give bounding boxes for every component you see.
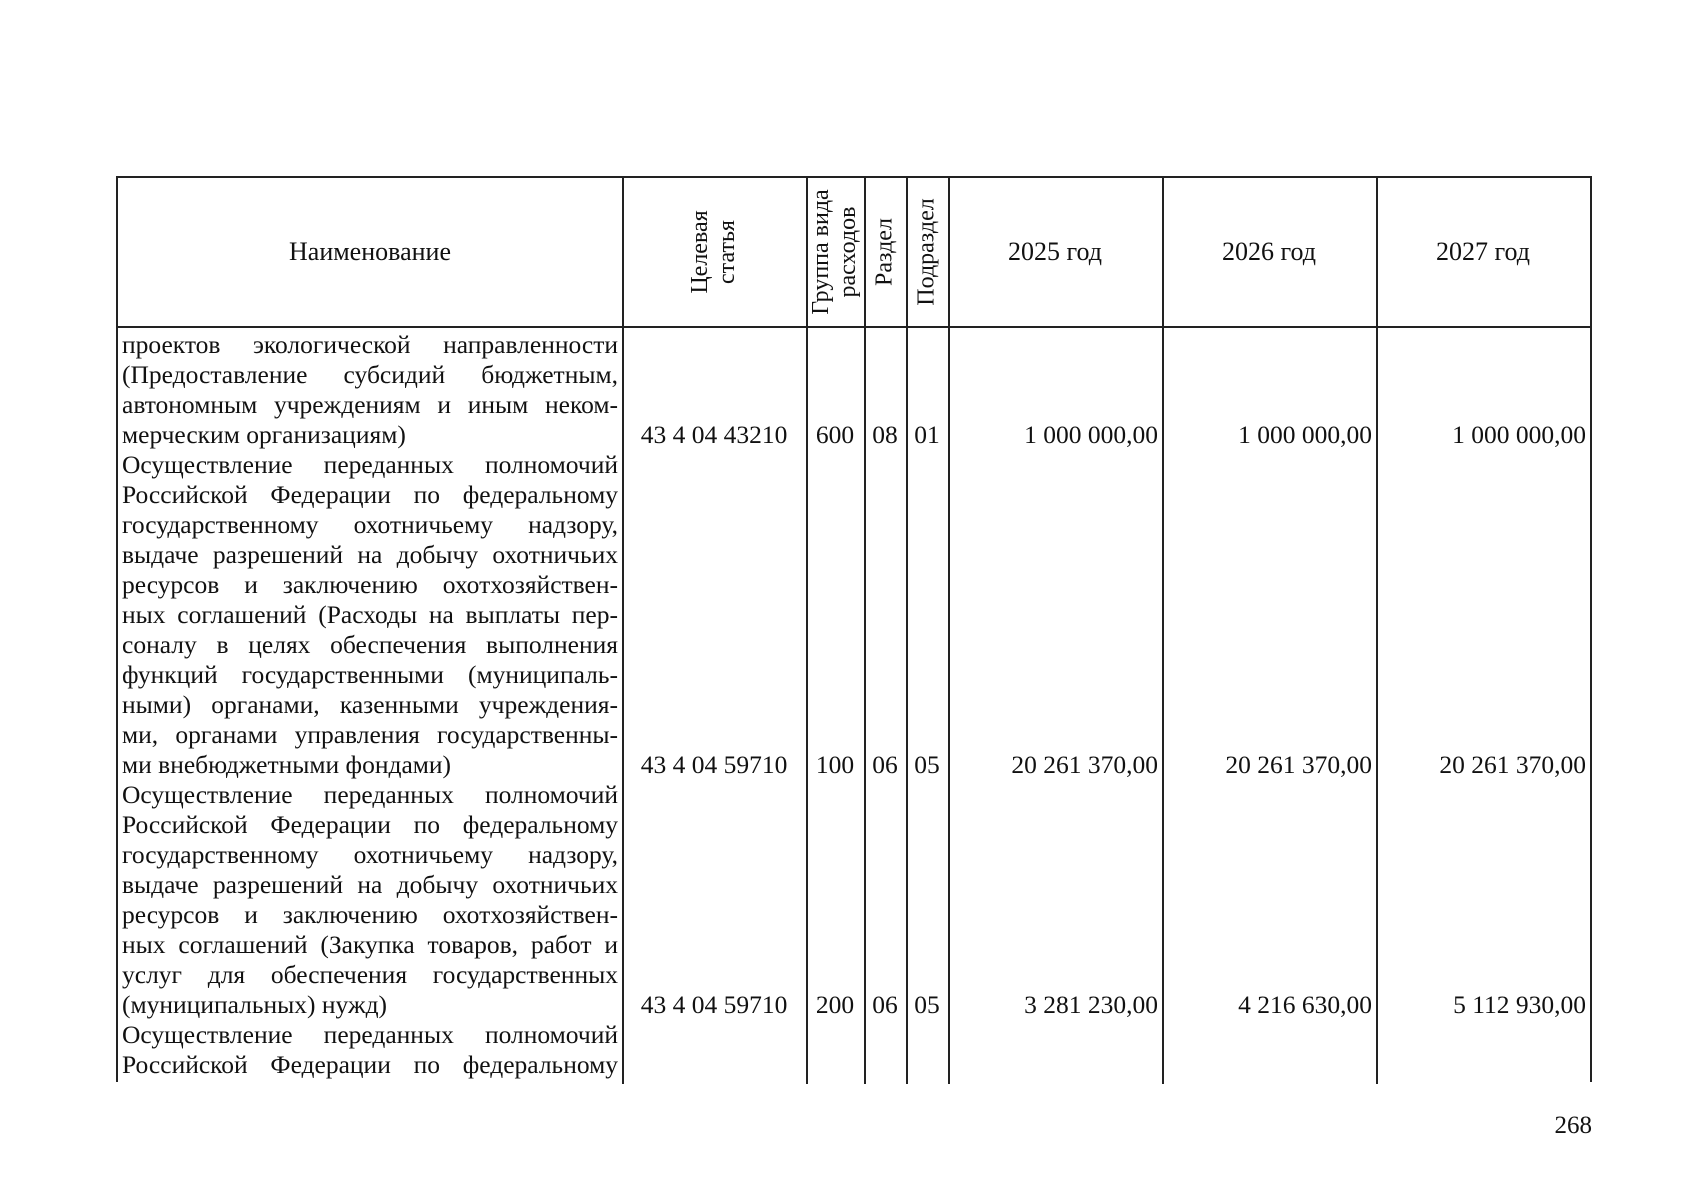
row-2027: 5 112 930,00 bbox=[1453, 990, 1586, 1019]
row-name-line: функций государственными (муниципаль- bbox=[122, 660, 618, 689]
header-group-line: Группа вида bbox=[808, 189, 834, 315]
row-name-line: ми внебюджетными фондами) bbox=[122, 750, 452, 779]
row-2027: 20 261 370,00 bbox=[1439, 750, 1586, 779]
row-target: 43 4 04 59710 bbox=[640, 750, 788, 779]
row-2027: 1 000 000,00 bbox=[1452, 420, 1586, 449]
row-2026: 1 000 000,00 bbox=[1238, 420, 1372, 449]
row-name-line: ных соглашений (Расходы на выплаты пер- bbox=[122, 600, 618, 629]
row-name-line: мерческим организациям) bbox=[122, 420, 406, 449]
row-name-cell bbox=[122, 450, 618, 780]
row-section: 06 bbox=[872, 990, 898, 1019]
row-2025: 1 000 000,00 bbox=[1024, 420, 1158, 449]
row-name-line: соналу в целях обеспечения выполнения bbox=[122, 630, 618, 659]
row-2026: 20 261 370,00 bbox=[1225, 750, 1372, 779]
page-number: 268 bbox=[1554, 1112, 1592, 1139]
row-name-line: ми, органами управления государственны- bbox=[122, 720, 618, 749]
row-name-line: выдаче разрешений на добычу охотничьих bbox=[122, 870, 618, 899]
row-name-line: услуг для обеспечения государственных bbox=[122, 960, 618, 989]
row-group: 100 bbox=[815, 750, 855, 779]
row-2025: 20 261 370,00 bbox=[1011, 750, 1158, 779]
row-name-line: ресурсов и заключению охотхозяйствен- bbox=[122, 900, 618, 929]
table-header bbox=[118, 178, 1590, 328]
row-group: 200 bbox=[815, 990, 855, 1019]
header-2026-label: 2026 год bbox=[1222, 237, 1316, 266]
header-group bbox=[806, 178, 864, 326]
row-2026: 4 216 630,00 bbox=[1238, 990, 1372, 1019]
header-section bbox=[864, 178, 906, 326]
row-subsection: 01 bbox=[914, 420, 940, 449]
header-target-line: статья bbox=[714, 220, 740, 284]
header-target-line: Целевая bbox=[687, 210, 713, 294]
row-name-line: Российской Федерации по федеральному bbox=[122, 480, 618, 509]
header-2025-label: 2025 год bbox=[1008, 237, 1102, 266]
row-name-line: ных соглашений (Закупка товаров, работ и bbox=[122, 930, 618, 959]
row-name-line: Российской Федерации по федеральному bbox=[122, 1050, 618, 1079]
header-2026 bbox=[1162, 178, 1376, 326]
row-name-line: (муниципальных) нужд) bbox=[122, 990, 388, 1019]
row-name-line: Осуществление переданных полномочий bbox=[122, 1020, 618, 1049]
header-group-line: расходов bbox=[835, 206, 861, 298]
row-name-line: Осуществление переданных полномочий bbox=[122, 780, 618, 809]
header-target-label bbox=[687, 210, 741, 293]
row-target: 43 4 04 59710 bbox=[640, 990, 788, 1019]
row-section: 06 bbox=[872, 750, 898, 779]
row-2025: 3 281 230,00 bbox=[1024, 990, 1158, 1019]
row-target: 43 4 04 43210 bbox=[640, 420, 788, 449]
row-name-line: проектов экологической направленности bbox=[122, 330, 618, 359]
row-name-line: Осуществление переданных полномочий bbox=[122, 450, 618, 479]
header-group-label bbox=[808, 189, 862, 314]
row-section: 08 bbox=[872, 420, 898, 449]
row-name-cell bbox=[122, 1020, 618, 1080]
header-subsection-label: Подраздел bbox=[913, 198, 940, 306]
row-group: 600 bbox=[815, 420, 855, 449]
header-2027 bbox=[1376, 178, 1590, 326]
row-name-line: выдаче разрешений на добычу охотничьих bbox=[122, 540, 618, 569]
header-target bbox=[622, 178, 806, 326]
header-subsection bbox=[906, 178, 948, 326]
header-name bbox=[118, 178, 622, 326]
row-name-line: (Предоставление субсидий бюджетным, bbox=[122, 360, 618, 389]
row-subsection: 05 bbox=[914, 750, 940, 779]
header-2027-label: 2027 год bbox=[1436, 237, 1530, 266]
row-name-cell bbox=[122, 330, 618, 450]
header-2025 bbox=[948, 178, 1162, 326]
budget-table bbox=[116, 176, 1592, 1082]
header-section-label: Раздел bbox=[871, 218, 898, 286]
row-name-cell bbox=[122, 780, 618, 1020]
header-name-label: Наименование bbox=[289, 237, 451, 266]
row-name-line: государственному охотничьему надзору, bbox=[122, 510, 618, 539]
row-name-line: автономным учреждениям и иным неком- bbox=[122, 390, 618, 419]
row-subsection: 05 bbox=[914, 990, 940, 1019]
row-name-line: государственному охотничьему надзору, bbox=[122, 840, 618, 869]
row-name-line: Российской Федерации по федеральному bbox=[122, 810, 618, 839]
row-name-line: ресурсов и заключению охотхозяйствен- bbox=[122, 570, 618, 599]
row-name-line: ными) органами, казенными учреждения- bbox=[122, 690, 618, 719]
